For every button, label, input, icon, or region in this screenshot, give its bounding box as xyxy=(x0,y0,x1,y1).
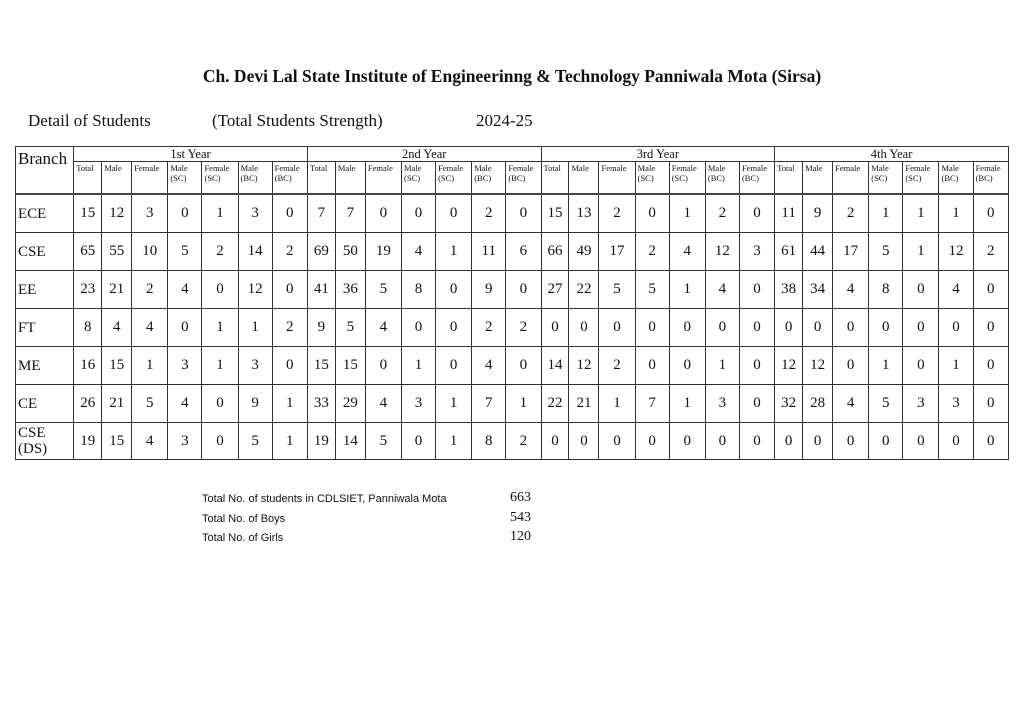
year-header: 4th Year xyxy=(775,147,1009,162)
value-cell: 5 xyxy=(365,423,401,460)
value-cell: 0 xyxy=(739,194,774,233)
value-cell: 0 xyxy=(202,385,238,423)
value-cell: 2 xyxy=(202,233,238,271)
year-header: 2nd Year xyxy=(307,147,541,162)
value-cell: 0 xyxy=(669,309,705,347)
value-cell: 66 xyxy=(541,233,569,271)
value-cell: 15 xyxy=(102,423,132,460)
detail-label: Detail of Students xyxy=(28,111,151,130)
value-cell: 5 xyxy=(599,271,635,309)
branch-cell: CSE xyxy=(16,233,74,271)
value-cell: 0 xyxy=(436,309,472,347)
value-cell: 6 xyxy=(506,233,541,271)
value-cell: 3 xyxy=(939,385,973,423)
value-cell: 0 xyxy=(506,194,541,233)
sub-column-header: Male xyxy=(335,162,365,195)
value-cell: 28 xyxy=(803,385,833,423)
total-girls-row xyxy=(202,529,542,549)
value-cell: 1 xyxy=(669,194,705,233)
sub-column-header: Female xyxy=(365,162,401,195)
value-cell: 8 xyxy=(472,423,506,460)
value-cell: 0 xyxy=(903,309,939,347)
value-cell: 0 xyxy=(635,309,669,347)
value-cell: 5 xyxy=(168,233,202,271)
value-cell: 0 xyxy=(775,423,803,460)
value-cell: 4 xyxy=(401,233,435,271)
branch-header: Branch xyxy=(16,147,74,195)
year-header-row xyxy=(16,147,1009,162)
sub-column-header: Male (BC) xyxy=(472,162,506,195)
sub-column-header: Female xyxy=(833,162,869,195)
branch-cell: FT xyxy=(16,309,74,347)
value-cell: 1 xyxy=(436,233,472,271)
value-cell: 21 xyxy=(102,271,132,309)
value-cell: 0 xyxy=(365,194,401,233)
sub-column-header: Female (BC) xyxy=(973,162,1008,195)
sub-column-header: Male (SC) xyxy=(635,162,669,195)
value-cell: 0 xyxy=(669,347,705,385)
value-cell: 0 xyxy=(803,423,833,460)
value-cell: 5 xyxy=(869,385,903,423)
value-cell: 11 xyxy=(775,194,803,233)
value-cell: 29 xyxy=(335,385,365,423)
table-row xyxy=(16,385,1009,423)
value-cell: 15 xyxy=(541,194,569,233)
value-cell: 4 xyxy=(705,271,739,309)
total-label: Total No. of Boys xyxy=(202,512,286,525)
sub-column-header: Male (BC) xyxy=(238,162,272,195)
branch-cell: ME xyxy=(16,347,74,385)
value-cell: 4 xyxy=(102,309,132,347)
value-cell: 0 xyxy=(599,309,635,347)
value-cell: 0 xyxy=(803,309,833,347)
value-cell: 3 xyxy=(168,423,202,460)
value-cell: 0 xyxy=(541,309,569,347)
value-cell: 2 xyxy=(132,271,168,309)
document-title: Ch. Devi Lal State Institute of Engineerinng & Technology Panniwala Mota (Sirsa) xyxy=(202,66,822,86)
value-cell: 2 xyxy=(506,423,541,460)
value-cell: 4 xyxy=(168,271,202,309)
total-label: Total No. of Girls xyxy=(202,532,284,544)
value-cell: 1 xyxy=(436,423,472,460)
value-cell: 2 xyxy=(472,194,506,233)
sub-column-header: Female (BC) xyxy=(739,162,774,195)
value-cell: 15 xyxy=(307,347,335,385)
total-value: 663 xyxy=(510,490,531,505)
value-cell: 4 xyxy=(168,385,202,423)
value-cell: 0 xyxy=(775,309,803,347)
value-cell: 8 xyxy=(401,271,435,309)
value-cell: 4 xyxy=(833,385,869,423)
value-cell: 0 xyxy=(401,309,435,347)
value-cell: 61 xyxy=(775,233,803,271)
value-cell: 7 xyxy=(335,194,365,233)
sub-column-header: Male xyxy=(102,162,132,195)
value-cell: 9 xyxy=(307,309,335,347)
value-cell: 0 xyxy=(739,347,774,385)
value-cell: 2 xyxy=(973,233,1008,271)
value-cell: 2 xyxy=(705,194,739,233)
value-cell: 49 xyxy=(569,233,599,271)
value-cell: 13 xyxy=(569,194,599,233)
sub-column-header: Male (SC) xyxy=(168,162,202,195)
value-cell: 27 xyxy=(541,271,569,309)
value-cell: 34 xyxy=(803,271,833,309)
value-cell: 0 xyxy=(202,271,238,309)
value-cell: 26 xyxy=(74,385,102,423)
sub-column-header: Male (BC) xyxy=(705,162,739,195)
value-cell: 4 xyxy=(132,309,168,347)
value-cell: 4 xyxy=(939,271,973,309)
value-cell: 0 xyxy=(973,423,1008,460)
branch-cell: CE xyxy=(16,385,74,423)
strength-label: (Total Students Strength) xyxy=(212,111,383,130)
sub-column-header: Male (SC) xyxy=(869,162,903,195)
value-cell: 0 xyxy=(669,423,705,460)
value-cell: 12 xyxy=(569,347,599,385)
value-cell: 3 xyxy=(705,385,739,423)
value-cell: 0 xyxy=(635,347,669,385)
sub-column-header: Total xyxy=(541,162,569,195)
value-cell: 3 xyxy=(238,347,272,385)
value-cell: 0 xyxy=(939,309,973,347)
value-cell: 0 xyxy=(705,423,739,460)
value-cell: 1 xyxy=(669,271,705,309)
value-cell: 0 xyxy=(973,271,1008,309)
value-cell: 2 xyxy=(599,347,635,385)
value-cell: 16 xyxy=(74,347,102,385)
value-cell: 9 xyxy=(472,271,506,309)
value-cell: 0 xyxy=(739,385,774,423)
value-cell: 14 xyxy=(541,347,569,385)
value-cell: 38 xyxy=(775,271,803,309)
value-cell: 2 xyxy=(635,233,669,271)
value-cell: 0 xyxy=(541,423,569,460)
value-cell: 0 xyxy=(365,347,401,385)
sub-column-header: Female xyxy=(132,162,168,195)
value-cell: 0 xyxy=(833,423,869,460)
value-cell: 1 xyxy=(506,385,541,423)
table-row xyxy=(16,271,1009,309)
total-value: 120 xyxy=(510,529,531,544)
value-cell: 0 xyxy=(705,309,739,347)
value-cell: 1 xyxy=(869,194,903,233)
sub-column-header: Female xyxy=(599,162,635,195)
session-label: 2024-25 xyxy=(476,111,533,130)
value-cell: 1 xyxy=(202,309,238,347)
value-cell: 0 xyxy=(272,347,307,385)
value-cell: 8 xyxy=(74,309,102,347)
sub-column-header: Female (SC) xyxy=(669,162,705,195)
value-cell: 12 xyxy=(803,347,833,385)
value-cell: 0 xyxy=(569,309,599,347)
value-cell: 17 xyxy=(833,233,869,271)
value-cell: 9 xyxy=(238,385,272,423)
sub-column-header: Male xyxy=(803,162,833,195)
value-cell: 15 xyxy=(74,194,102,233)
value-cell: 3 xyxy=(238,194,272,233)
value-cell: 0 xyxy=(903,347,939,385)
table-row xyxy=(16,194,1009,233)
value-cell: 1 xyxy=(401,347,435,385)
students-table xyxy=(15,146,1009,460)
value-cell: 8 xyxy=(869,271,903,309)
table-row xyxy=(16,309,1009,347)
value-cell: 3 xyxy=(168,347,202,385)
value-cell: 69 xyxy=(307,233,335,271)
value-cell: 23 xyxy=(74,271,102,309)
value-cell: 0 xyxy=(401,423,435,460)
value-cell: 1 xyxy=(939,194,973,233)
value-cell: 7 xyxy=(635,385,669,423)
branch-cell: EE xyxy=(16,271,74,309)
value-cell: 1 xyxy=(238,309,272,347)
value-cell: 5 xyxy=(635,271,669,309)
value-cell: 14 xyxy=(335,423,365,460)
value-cell: 1 xyxy=(272,385,307,423)
value-cell: 2 xyxy=(833,194,869,233)
value-cell: 1 xyxy=(705,347,739,385)
value-cell: 1 xyxy=(202,194,238,233)
branch-cell: CSE (DS) xyxy=(16,423,74,460)
value-cell: 0 xyxy=(973,309,1008,347)
value-cell: 4 xyxy=(365,385,401,423)
value-cell: 15 xyxy=(335,347,365,385)
value-cell: 0 xyxy=(739,271,774,309)
value-cell: 0 xyxy=(635,194,669,233)
value-cell: 19 xyxy=(74,423,102,460)
sub-column-header: Female (BC) xyxy=(506,162,541,195)
value-cell: 5 xyxy=(132,385,168,423)
value-cell: 0 xyxy=(436,271,472,309)
value-cell: 0 xyxy=(739,309,774,347)
value-cell: 21 xyxy=(102,385,132,423)
value-cell: 0 xyxy=(973,385,1008,423)
value-cell: 5 xyxy=(365,271,401,309)
table-row xyxy=(16,347,1009,385)
value-cell: 5 xyxy=(869,233,903,271)
value-cell: 2 xyxy=(472,309,506,347)
total-value: 543 xyxy=(510,509,531,525)
value-cell: 12 xyxy=(775,347,803,385)
value-cell: 12 xyxy=(939,233,973,271)
totals-summary xyxy=(202,490,542,549)
value-cell: 14 xyxy=(238,233,272,271)
value-cell: 65 xyxy=(74,233,102,271)
sub-column-header: Female (SC) xyxy=(436,162,472,195)
table-row xyxy=(16,233,1009,271)
value-cell: 1 xyxy=(132,347,168,385)
value-cell: 0 xyxy=(903,271,939,309)
value-cell: 0 xyxy=(635,423,669,460)
value-cell: 3 xyxy=(132,194,168,233)
sub-column-header: Male (BC) xyxy=(939,162,973,195)
value-cell: 0 xyxy=(401,194,435,233)
value-cell: 12 xyxy=(102,194,132,233)
value-cell: 41 xyxy=(307,271,335,309)
year-header: 1st Year xyxy=(74,147,308,162)
value-cell: 0 xyxy=(869,423,903,460)
value-cell: 1 xyxy=(939,347,973,385)
value-cell: 7 xyxy=(307,194,335,233)
sub-column-header: Male (SC) xyxy=(401,162,435,195)
value-cell: 15 xyxy=(102,347,132,385)
value-cell: 0 xyxy=(869,309,903,347)
value-cell: 4 xyxy=(833,271,869,309)
value-cell: 1 xyxy=(599,385,635,423)
value-cell: 0 xyxy=(939,423,973,460)
value-cell: 3 xyxy=(739,233,774,271)
value-cell: 4 xyxy=(472,347,506,385)
value-cell: 1 xyxy=(272,423,307,460)
value-cell: 0 xyxy=(903,423,939,460)
value-cell: 0 xyxy=(739,423,774,460)
value-cell: 0 xyxy=(436,347,472,385)
value-cell: 0 xyxy=(833,309,869,347)
value-cell: 44 xyxy=(803,233,833,271)
value-cell: 0 xyxy=(833,347,869,385)
value-cell: 0 xyxy=(973,347,1008,385)
value-cell: 2 xyxy=(506,309,541,347)
value-cell: 7 xyxy=(472,385,506,423)
value-cell: 2 xyxy=(599,194,635,233)
value-cell: 33 xyxy=(307,385,335,423)
value-cell: 0 xyxy=(272,194,307,233)
value-cell: 1 xyxy=(669,385,705,423)
value-cell: 0 xyxy=(599,423,635,460)
value-cell: 0 xyxy=(973,194,1008,233)
total-label: Total No. of students in CDLSIET, Panniwala Mota xyxy=(202,493,447,505)
value-cell: 55 xyxy=(102,233,132,271)
value-cell: 1 xyxy=(903,194,939,233)
value-cell: 5 xyxy=(335,309,365,347)
value-cell: 0 xyxy=(168,309,202,347)
value-cell: 2 xyxy=(272,233,307,271)
sub-column-header: Female (BC) xyxy=(272,162,307,195)
value-cell: 36 xyxy=(335,271,365,309)
total-students-row xyxy=(202,490,542,510)
branch-cell: ECE xyxy=(16,194,74,233)
value-cell: 9 xyxy=(803,194,833,233)
value-cell: 21 xyxy=(569,385,599,423)
value-cell: 19 xyxy=(365,233,401,271)
total-boys-row xyxy=(202,510,542,530)
value-cell: 0 xyxy=(569,423,599,460)
value-cell: 1 xyxy=(202,347,238,385)
value-cell: 1 xyxy=(869,347,903,385)
value-cell: 17 xyxy=(599,233,635,271)
value-cell: 2 xyxy=(272,309,307,347)
year-header: 3rd Year xyxy=(541,147,775,162)
sub-column-header: Total xyxy=(775,162,803,195)
value-cell: 1 xyxy=(436,385,472,423)
value-cell: 22 xyxy=(541,385,569,423)
value-cell: 22 xyxy=(569,271,599,309)
value-cell: 12 xyxy=(705,233,739,271)
sub-column-header: Total xyxy=(307,162,335,195)
value-cell: 19 xyxy=(307,423,335,460)
value-cell: 3 xyxy=(401,385,435,423)
sub-column-header: Male xyxy=(569,162,599,195)
value-cell: 11 xyxy=(472,233,506,271)
value-cell: 0 xyxy=(506,271,541,309)
value-cell: 50 xyxy=(335,233,365,271)
value-cell: 5 xyxy=(238,423,272,460)
value-cell: 4 xyxy=(669,233,705,271)
sub-column-header: Total xyxy=(74,162,102,195)
sub-column-header: Female (SC) xyxy=(202,162,238,195)
value-cell: 0 xyxy=(202,423,238,460)
value-cell: 0 xyxy=(506,347,541,385)
value-cell: 0 xyxy=(272,271,307,309)
sub-header-row xyxy=(16,162,1009,195)
value-cell: 1 xyxy=(903,233,939,271)
value-cell: 0 xyxy=(168,194,202,233)
value-cell: 4 xyxy=(365,309,401,347)
value-cell: 3 xyxy=(903,385,939,423)
value-cell: 32 xyxy=(775,385,803,423)
value-cell: 0 xyxy=(436,194,472,233)
sub-column-header: Female (SC) xyxy=(903,162,939,195)
value-cell: 12 xyxy=(238,271,272,309)
table-row xyxy=(16,423,1009,460)
value-cell: 4 xyxy=(132,423,168,460)
value-cell: 10 xyxy=(132,233,168,271)
